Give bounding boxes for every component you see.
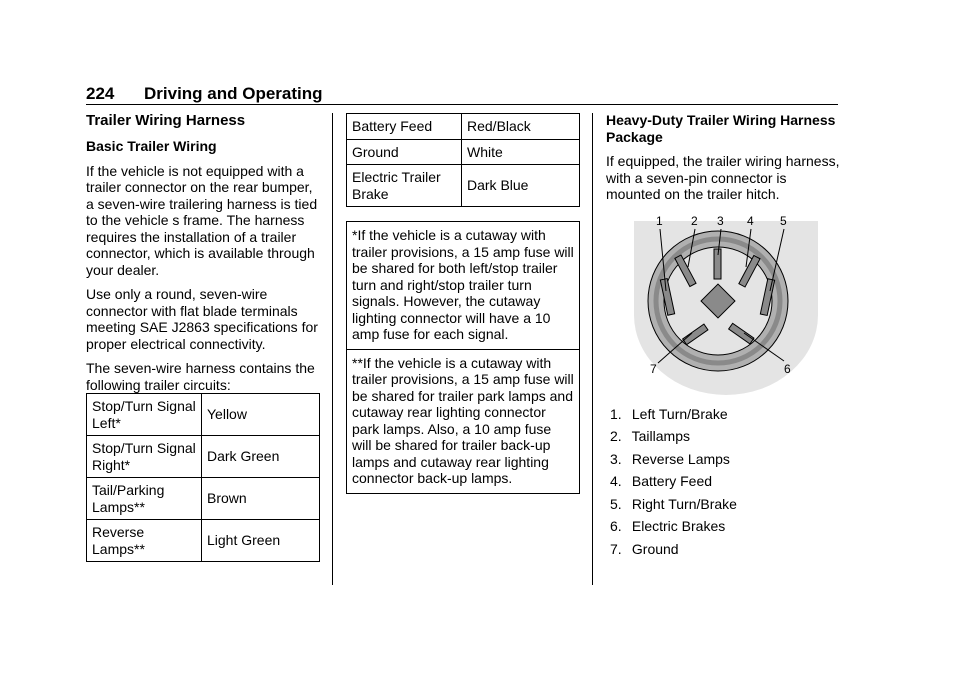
pin-label: Electric Brakes — [631, 518, 726, 534]
diagram-label-1: 1 — [656, 213, 663, 228]
circuit-cell: Ground — [347, 139, 462, 165]
pin-number: 1. — [610, 405, 622, 422]
pin-number: 4. — [610, 473, 622, 489]
pin-label: Reverse Lamps — [631, 450, 730, 467]
connector-paragraph: Use only a round, seven-wire connector with flat blade terminals meeting SAE J2863 specifications for proper electrical connectivity. — [86, 286, 318, 352]
diagram-label-6: 6 — [784, 361, 791, 376]
circuit-table-1 — [86, 393, 320, 562]
column-middle — [346, 113, 578, 494]
heavy-duty-subhead: Heavy-Duty Trailer Wiring Harness Package — [606, 112, 836, 145]
list-item — [606, 425, 840, 448]
circuit-cell: Electric Trailer Brake — [347, 165, 462, 207]
color-cell: Brown — [202, 478, 320, 520]
table-row — [347, 222, 580, 350]
column-divider-left — [332, 113, 333, 585]
table-row — [347, 114, 580, 140]
diagram-label-2: 2 — [691, 213, 698, 228]
header-rule — [86, 104, 838, 105]
color-cell: White — [462, 139, 580, 165]
list-item — [606, 448, 840, 471]
pin-number: 5. — [610, 495, 622, 512]
fuse-notes-table — [346, 221, 580, 494]
diagram-label-7: 7 — [650, 361, 657, 376]
table-row — [87, 394, 320, 436]
connector-illustration — [606, 211, 840, 397]
pin-number: 7. — [610, 540, 622, 557]
list-item — [606, 493, 840, 516]
pin-label: Battery Feed — [631, 473, 713, 489]
heavy-duty-paragraph: If equipped, the trailer wiring harness, with a seven-pin connector is mounted on the trailer hitch. — [606, 153, 840, 202]
list-item — [606, 403, 840, 426]
basic-wiring-subhead: Basic Trailer Wiring — [86, 138, 217, 154]
column-divider-right — [592, 113, 593, 585]
circuit-cell: Stop/Turn Signal Right* — [87, 436, 202, 478]
color-cell: Yellow — [202, 394, 320, 436]
table-row — [347, 139, 580, 165]
list-item — [606, 470, 840, 493]
list-item — [606, 538, 840, 561]
section-title: Driving and Operating — [144, 84, 323, 103]
color-cell: Dark Blue — [462, 165, 580, 207]
page-number: 224 — [86, 84, 115, 103]
table-row — [347, 165, 580, 207]
harness-title: Trailer Wiring Harness — [86, 112, 246, 129]
circuit-cell: Battery Feed — [347, 114, 462, 140]
pin-legend — [606, 403, 840, 561]
color-cell: Light Green — [202, 520, 320, 562]
page-header — [86, 84, 838, 104]
intro-paragraph: If the vehicle is not equipped with a trailer connector on the rear bumper, a seven-wire trailering harness is tied to the vehicle s frame. The harness requires the installation of a trailer connector, which is available through your dealer. — [86, 162, 318, 278]
note-park-lamps: **If the vehicle is a cutaway with trailer provisions, a 15 amp fuse will be shared for trailer park lamps and cutaway rear lighting connector park lamps. Also, a 10 amp fuse will be shared for trailer back-up lamps and cutaway rear lighting connector back-up lamps. — [347, 349, 580, 493]
circuit-cell: Stop/Turn Signal Left* — [87, 394, 202, 436]
table-row — [87, 436, 320, 478]
pin-label: Right Turn/Brake — [631, 495, 737, 512]
column-right — [606, 112, 840, 560]
list-item — [606, 515, 840, 538]
column-left — [86, 112, 322, 562]
color-cell: Dark Green — [202, 436, 320, 478]
pin-label: Left Turn/Brake — [631, 405, 728, 422]
pin-3-blade — [714, 249, 721, 279]
pin-number: 3. — [610, 450, 622, 467]
pin-label: Ground — [631, 540, 679, 557]
pin-number: 6. — [610, 518, 622, 534]
circuit-cell: Tail/Parking Lamps** — [87, 478, 202, 520]
table-row — [87, 478, 320, 520]
circuits-intro: The seven-wire harness contains the following trailer circuits: — [86, 360, 315, 393]
table-row — [87, 520, 320, 562]
table-row — [347, 349, 580, 493]
seven-pin-connector-diagram — [606, 211, 840, 397]
diagram-label-4: 4 — [747, 213, 754, 228]
note-turn-signals: *If the vehicle is a cutaway with trailer provisions, a 15 amp fuse will be shared for both left/stop trailer turn and right/stop trailer turn signals. However, the cutaway lighting connector will have a 10 amp fuse for each signal. — [347, 222, 580, 350]
diagram-label-5: 5 — [780, 213, 787, 228]
diagram-label-3: 3 — [717, 213, 724, 228]
pin-label: Taillamps — [631, 428, 690, 444]
circuit-cell: Reverse Lamps** — [87, 520, 202, 562]
color-cell: Red/Black — [462, 114, 580, 140]
pin-number: 2. — [610, 428, 622, 444]
circuit-table-2 — [346, 113, 580, 207]
